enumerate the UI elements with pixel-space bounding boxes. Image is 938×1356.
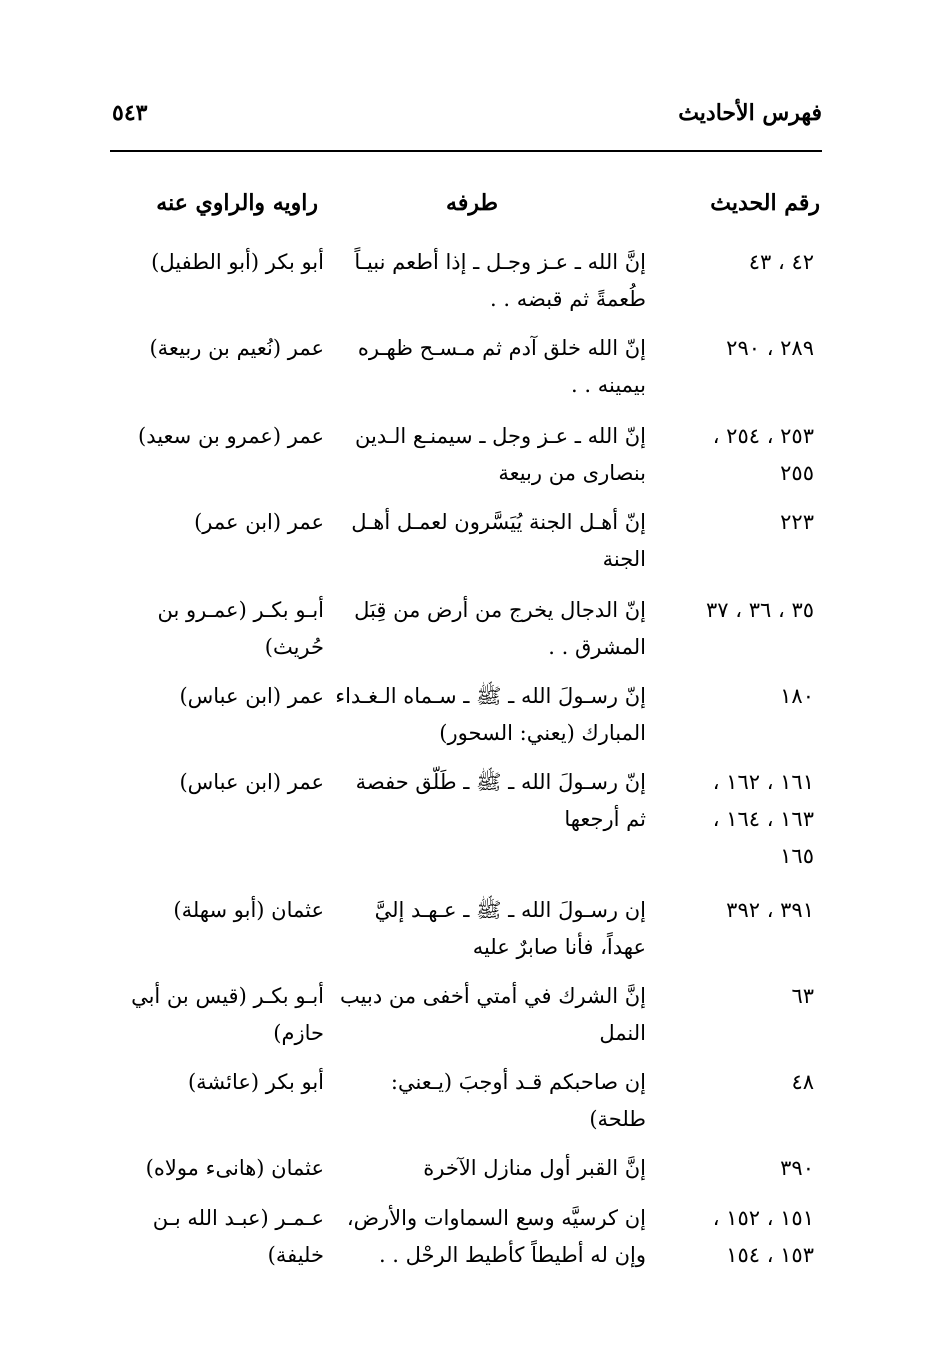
entry-narrator bbox=[124, 592, 324, 666]
entry-narrator-line: حُريث) bbox=[264, 635, 324, 659]
entry-number-line: ١٥١ ، ١٥٢ ، bbox=[712, 1206, 814, 1230]
entry-narrator-line: عثمان (هانىء مولاه) bbox=[145, 1156, 324, 1180]
entry-narrator bbox=[124, 764, 324, 801]
entry-text-line: عهداً، فأنا صابرٌ عليه bbox=[472, 935, 646, 959]
entry-narrator-line: عثمان (أبو سهلة) bbox=[173, 898, 324, 922]
entry-text-line: طلحة) bbox=[589, 1107, 646, 1131]
running-title: فهرس الأحاديث bbox=[678, 100, 822, 126]
entry-number-line: ٣٩١ ، ٣٩٢ bbox=[726, 898, 814, 922]
entry-number bbox=[664, 418, 814, 492]
entry-number-line: ٢٥٣ ، ٢٥٤ ، bbox=[712, 424, 814, 448]
running-header bbox=[112, 100, 822, 140]
entry-text-line: وإن له أطيطاً كأطيط الرحْل . . bbox=[378, 1243, 646, 1267]
entry-text bbox=[350, 892, 646, 966]
entry-text bbox=[350, 244, 646, 318]
entry-narrator bbox=[124, 244, 324, 281]
entry-number-line: ١٥٣ ، ١٥٤ bbox=[726, 1243, 814, 1267]
entry-narrator bbox=[124, 892, 324, 929]
entry-narrator-line: عمر (ابن عباس) bbox=[179, 684, 324, 708]
entry-text-line: إنّ رسـولَ الله ـ ﷺ ـ سـماه الـغـداء bbox=[335, 684, 646, 708]
entry-narrator-line: عمر (نُعيم بن ربيعة) bbox=[149, 336, 324, 360]
entry-number bbox=[664, 504, 814, 541]
entry-narrator bbox=[124, 978, 324, 1052]
entry-narrator-line: أبـو بكـر (قيس بن أبي bbox=[131, 984, 324, 1008]
entry-text bbox=[340, 978, 646, 1052]
entry-number-line: ٢٨٩ ، ٢٩٠ bbox=[726, 336, 814, 360]
entry-narrator-line: حازم) bbox=[273, 1021, 324, 1045]
entry-text-line: إنّ الله خلق آدم ثم مـسـح ظهـره bbox=[357, 336, 646, 360]
entry-narrator-line: خليفة) bbox=[267, 1243, 324, 1267]
entry-text-line: إنّ الدجال يخرج من أرض من قِبَل bbox=[354, 598, 646, 622]
entry-number-line: ٢٥٥ bbox=[780, 461, 814, 485]
entry-text bbox=[350, 1064, 646, 1138]
entry-number-line: ٦٣ bbox=[791, 984, 814, 1008]
entry-number bbox=[664, 330, 814, 367]
entry-number bbox=[664, 1200, 814, 1274]
column-header-number: رقم الحديث bbox=[710, 190, 820, 216]
entry-text-line: الجنة bbox=[602, 547, 646, 571]
entry-number bbox=[664, 592, 814, 629]
entry-text-line: المشرق . . bbox=[548, 635, 646, 659]
entry-narrator bbox=[124, 678, 324, 715]
entry-number-line: ٢٢٣ bbox=[780, 510, 814, 534]
entry-number-line: ٣٥ ، ٣٦ ، ٣٧ bbox=[706, 598, 814, 622]
column-header-text: طرفه bbox=[446, 190, 498, 216]
entry-number-line: ١٨٠ bbox=[780, 684, 814, 708]
entry-number bbox=[664, 978, 814, 1015]
entry-narrator-line: عـمـر (عبـد الله بـن bbox=[152, 1206, 324, 1230]
entry-text bbox=[335, 678, 646, 752]
entry-narrator-line: عمر (ابن عمر) bbox=[194, 510, 324, 534]
entry-number bbox=[664, 244, 814, 281]
entry-text-line: بنصارى من ربيعة bbox=[498, 461, 646, 485]
entry-text-line: إن صاحبكم قـد أوجبَ (يـعني: bbox=[390, 1070, 646, 1094]
entry-narrator bbox=[124, 1200, 324, 1274]
entry-narrator-line: أبو بكر (عائشة) bbox=[187, 1070, 324, 1094]
entry-narrator-line: أبـو بكـر (عمـرو بن bbox=[157, 598, 324, 622]
entry-number bbox=[664, 678, 814, 715]
entry-number bbox=[664, 892, 814, 929]
entry-narrator bbox=[124, 330, 324, 367]
entry-text-line: إنَّ الشرك في أمتي أخفى من دبيب bbox=[340, 984, 646, 1008]
entry-number-line: ٤٨ bbox=[791, 1070, 814, 1094]
entry-text bbox=[350, 1150, 646, 1187]
entry-number-line: ٤٢ ، ٤٣ bbox=[748, 250, 814, 274]
page-number: ٥٤٣ bbox=[112, 100, 148, 126]
entry-text-line: إن كرسيَّه وسع السماوات والأرض، bbox=[346, 1206, 646, 1230]
entry-text-line: إنّ أهـل الجنة يُيَسَّرون لعمـل أهـل bbox=[351, 510, 646, 534]
entry-number-line: ١٦١ ، ١٦٢ ، bbox=[712, 770, 814, 794]
entry-text-line: إنَّ الله ـ عـز وجـل ـ إذا أطعم نبيـاً bbox=[354, 250, 646, 274]
header-rule bbox=[110, 150, 822, 152]
entry-number-line: ١٦٣ ، ١٦٤ ، bbox=[712, 807, 814, 831]
entry-number bbox=[664, 1064, 814, 1101]
entry-number-line: ٣٩٠ bbox=[780, 1156, 814, 1180]
entry-number bbox=[664, 1150, 814, 1187]
entry-text bbox=[350, 418, 646, 492]
entry-narrator bbox=[124, 1150, 324, 1187]
entry-text bbox=[350, 504, 646, 578]
entry-text bbox=[346, 1200, 646, 1274]
entry-text-line: المبارك (يعني: السحور) bbox=[439, 721, 646, 745]
entry-text-line: بيمينه . . bbox=[571, 373, 646, 397]
entry-narrator-line: أبو بكر (أبو الطفيل) bbox=[151, 250, 324, 274]
entry-text bbox=[350, 764, 646, 838]
entry-text-line: ثم أرجعها bbox=[564, 807, 646, 831]
entry-narrator bbox=[124, 504, 324, 541]
entry-number-line: ١٦٥ bbox=[780, 844, 814, 868]
entry-text-line: إنَّ القبر أول منازل الآخرة bbox=[423, 1156, 646, 1180]
entry-narrator bbox=[124, 418, 324, 455]
column-header-narrator: راويه والراوي عنه bbox=[156, 190, 318, 216]
entry-text-line: طُعمةً ثم قبضه . . bbox=[490, 287, 646, 311]
entry-text-line: النمل bbox=[599, 1021, 646, 1045]
entry-narrator-line: عمر (عمرو بن سعيد) bbox=[138, 424, 324, 448]
entry-text-line: إن رسـولَ الله ـ ﷺ ـ عـهـد إليَّ bbox=[374, 898, 646, 922]
entry-narrator bbox=[124, 1064, 324, 1101]
entry-text-line: إنّ رسـولَ الله ـ ﷺ ـ طَلّق حفصة bbox=[355, 770, 646, 794]
entry-narrator-line: عمر (ابن عباس) bbox=[179, 770, 324, 794]
entry-text-line: إنّ الله ـ عـز وجل ـ سيمنـع الـدين bbox=[354, 424, 646, 448]
entry-text bbox=[350, 330, 646, 404]
entry-text bbox=[350, 592, 646, 666]
entry-number bbox=[664, 764, 814, 875]
